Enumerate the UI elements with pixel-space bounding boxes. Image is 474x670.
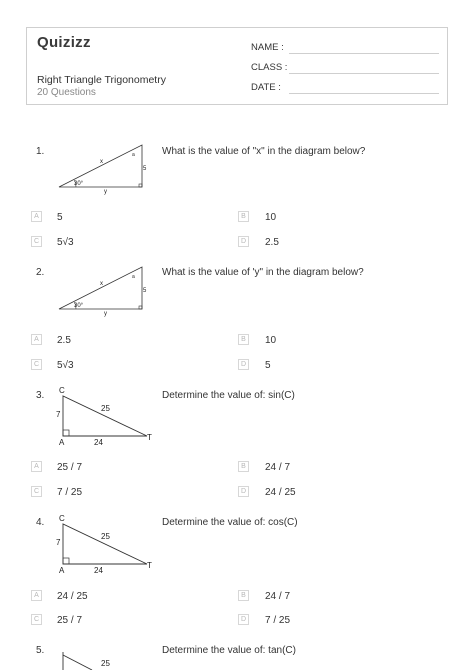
option-text[interactable]: 7 / 25: [57, 487, 83, 498]
option-letter[interactable]: C: [31, 486, 42, 497]
angle-label: 30°: [74, 181, 84, 187]
option-letter[interactable]: B: [238, 461, 249, 472]
option-letter[interactable]: A: [31, 461, 42, 472]
option-text[interactable]: 25 / 7: [57, 615, 83, 626]
side-ct-label: 25: [101, 659, 110, 668]
hyp-label: x: [100, 281, 103, 287]
vertex-c-label: C: [59, 514, 65, 523]
class-line[interactable]: [289, 73, 439, 74]
side-at-label: 24: [94, 438, 103, 447]
triangle-diagram: [56, 264, 147, 317]
option-text[interactable]: 24 / 25: [57, 591, 88, 602]
base-label: y: [104, 189, 107, 195]
option-letter[interactable]: A: [31, 590, 42, 601]
question-text: Determine the value of: sin(C): [162, 390, 295, 401]
option-letter[interactable]: B: [238, 211, 249, 222]
triangle-diagram: [56, 142, 147, 195]
option-text[interactable]: 2.5: [265, 237, 279, 248]
name-label: NAME :: [251, 42, 284, 53]
question-text: Determine the value of: tan(C): [162, 645, 296, 656]
question-count: 20 Questions: [37, 87, 96, 98]
date-label: DATE :: [251, 82, 281, 93]
option-letter[interactable]: D: [238, 236, 249, 247]
option-text[interactable]: 25 / 7: [57, 462, 83, 473]
option-text[interactable]: 2.5: [57, 335, 71, 346]
option-letter[interactable]: D: [238, 359, 249, 370]
question-number: 1.: [36, 146, 45, 157]
option-text[interactable]: 10: [265, 335, 277, 346]
option-text[interactable]: 24 / 7: [265, 462, 291, 473]
question-number: 2.: [36, 267, 45, 278]
vertex-a-label: A: [59, 566, 65, 575]
side-ct-label: 25: [101, 532, 110, 541]
option-letter[interactable]: D: [238, 614, 249, 625]
side-label: 5: [143, 288, 147, 294]
side-label: 5: [143, 166, 147, 172]
option-letter[interactable]: B: [238, 590, 249, 601]
option-letter[interactable]: C: [31, 614, 42, 625]
vertex-t-label: T: [147, 561, 152, 570]
top-angle-label: a: [132, 274, 135, 280]
option-letter[interactable]: C: [31, 236, 42, 247]
hyp-label: x: [100, 159, 103, 165]
question-text: What is the value of "x" in the diagram below?: [162, 146, 366, 157]
top-angle-label: a: [132, 152, 135, 158]
option-letter[interactable]: C: [31, 359, 42, 370]
side-at-label: 24: [94, 566, 103, 575]
option-text[interactable]: 5√3: [57, 237, 74, 248]
option-letter[interactable]: B: [238, 334, 249, 345]
vertex-c-label: C: [59, 386, 65, 395]
option-letter[interactable]: A: [31, 211, 42, 222]
option-text[interactable]: 5√3: [57, 360, 74, 371]
side-ca-label: 7: [56, 410, 61, 419]
option-text[interactable]: 5: [57, 212, 63, 223]
option-text[interactable]: 7 / 25: [265, 615, 291, 626]
class-label: CLASS :: [251, 62, 288, 73]
quizizz-logo: Quizizz: [37, 34, 91, 51]
question-number: 5.: [36, 645, 45, 656]
question-text: What is the value of 'y" in the diagram below?: [162, 267, 364, 278]
option-text[interactable]: 5: [265, 360, 271, 371]
question-number: 3.: [36, 390, 45, 401]
triangle-diagram: [52, 652, 162, 670]
vertex-a-label: A: [59, 438, 65, 447]
angle-label: 30°: [74, 303, 84, 309]
option-text[interactable]: 24 / 25: [265, 487, 296, 498]
side-ca-label: 7: [56, 538, 61, 547]
option-text[interactable]: 10: [265, 212, 277, 223]
worksheet-title: Right Triangle Trigonometry: [37, 74, 166, 86]
side-ct-label: 25: [101, 404, 110, 413]
option-text[interactable]: 24 / 7: [265, 591, 291, 602]
date-line[interactable]: [289, 93, 439, 94]
question-number: 4.: [36, 517, 45, 528]
base-label: y: [104, 311, 107, 317]
triangle-diagram: [52, 512, 162, 577]
triangle-diagram: [52, 384, 162, 449]
question-text: Determine the value of: cos(C): [162, 517, 298, 528]
vertex-t-label: T: [147, 433, 152, 442]
worksheet-header: [26, 27, 448, 105]
name-line[interactable]: [289, 53, 439, 54]
option-letter[interactable]: A: [31, 334, 42, 345]
option-letter[interactable]: D: [238, 486, 249, 497]
